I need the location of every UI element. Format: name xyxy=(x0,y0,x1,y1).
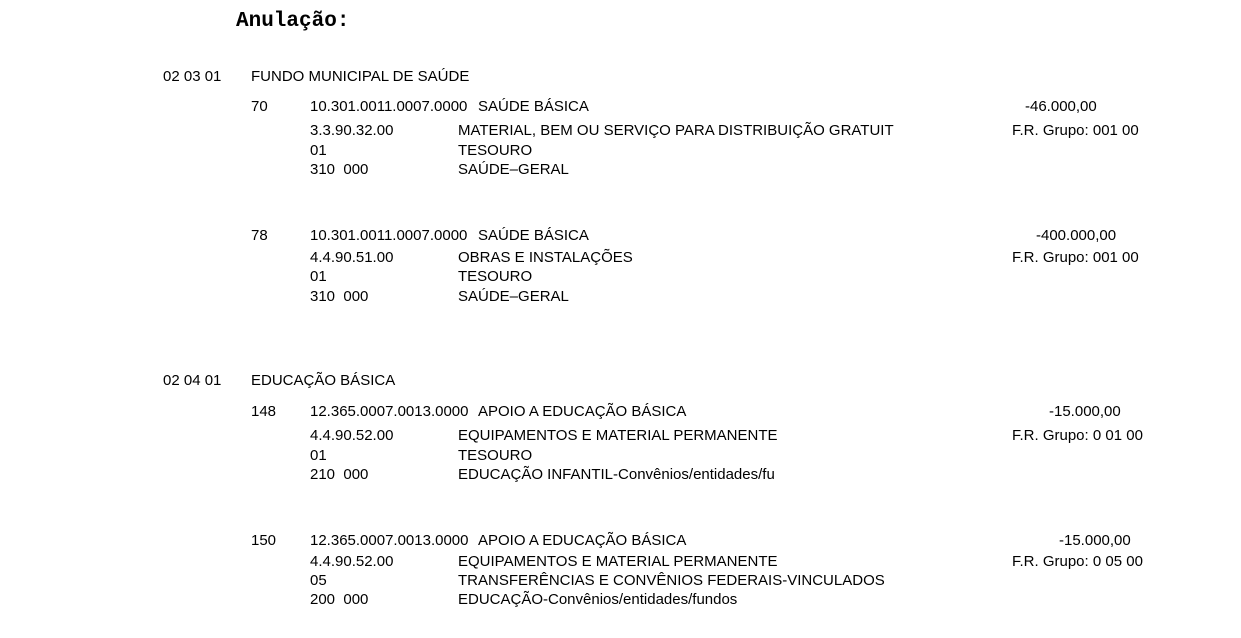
application-code: 310 000 xyxy=(310,161,369,178)
application-desc: EDUCAÇÃO INFANTIL-Convênios/entidades/fu xyxy=(458,466,775,483)
fr-group: F.R. Grupo: 001 00 xyxy=(1012,122,1139,139)
application-code: 200 000 xyxy=(310,591,369,608)
unit-code: 02 04 01 xyxy=(163,372,222,389)
program-name: APOIO A EDUCAÇÃO BÁSICA xyxy=(478,403,687,420)
entry-number: 78 xyxy=(251,227,268,244)
program-name: SAÚDE BÁSICA xyxy=(478,227,589,244)
nature-code: 4.4.90.52.00 xyxy=(310,553,394,570)
source-desc: TESOURO xyxy=(458,268,533,285)
nature-desc: EQUIPAMENTOS E MATERIAL PERMANENTE xyxy=(458,427,778,444)
nature-code: 4.4.90.51.00 xyxy=(310,249,394,266)
source-code: 05 xyxy=(310,572,327,589)
program-code: 10.301.0011.0007.0000 xyxy=(310,227,468,244)
source-desc: TESOURO xyxy=(458,447,533,464)
source-code: 01 xyxy=(310,142,327,159)
source-desc: TRANSFERÊNCIAS E CONVÊNIOS FEDERAIS-VINCULADOS xyxy=(458,572,885,589)
program-code: 12.365.0007.0013.0000 xyxy=(310,532,469,549)
program-name: APOIO A EDUCAÇÃO BÁSICA xyxy=(478,532,687,549)
fr-group: F.R. Grupo: 001 00 xyxy=(1012,249,1139,266)
program-code: 10.301.0011.0007.0000 xyxy=(310,98,468,115)
nature-code: 3.3.90.32.00 xyxy=(310,122,394,139)
unit-name: FUNDO MUNICIPAL DE SAÚDE xyxy=(251,68,470,85)
entry-amount: -400.000,00 xyxy=(1036,227,1117,244)
unit-name: EDUCAÇÃO BÁSICA xyxy=(251,372,396,389)
program-code: 12.365.0007.0013.0000 xyxy=(310,403,469,420)
entry-number: 70 xyxy=(251,98,268,115)
nature-desc: OBRAS E INSTALAÇÕES xyxy=(458,249,633,266)
entry-number: 148 xyxy=(251,403,277,420)
application-desc: SAÚDE–GERAL xyxy=(458,161,569,178)
unit-code: 02 03 01 xyxy=(163,68,222,85)
application-code: 310 000 xyxy=(310,288,369,305)
source-desc: TESOURO xyxy=(458,142,533,159)
source-code: 01 xyxy=(310,447,327,464)
nature-desc: MATERIAL, BEM OU SERVIÇO PARA DISTRIBUIÇÃO GRATUIT xyxy=(458,122,894,139)
nature-code: 4.4.90.52.00 xyxy=(310,427,394,444)
application-desc: SAÚDE–GERAL xyxy=(458,288,569,305)
page-title: Anulação: xyxy=(236,10,350,33)
nature-desc: EQUIPAMENTOS E MATERIAL PERMANENTE xyxy=(458,553,778,570)
application-desc: EDUCAÇÃO-Convênios/entidades/fundos xyxy=(458,591,738,608)
entry-amount: -15.000,00 xyxy=(1059,532,1131,549)
entry-amount: -46.000,00 xyxy=(1025,98,1097,115)
fr-group: F.R. Grupo: 0 01 00 xyxy=(1012,427,1143,444)
fr-group: F.R. Grupo: 0 05 00 xyxy=(1012,553,1143,570)
source-code: 01 xyxy=(310,268,327,285)
entry-number: 150 xyxy=(251,532,277,549)
entry-amount: -15.000,00 xyxy=(1049,403,1121,420)
program-name: SAÚDE BÁSICA xyxy=(478,98,589,115)
application-code: 210 000 xyxy=(310,466,369,483)
